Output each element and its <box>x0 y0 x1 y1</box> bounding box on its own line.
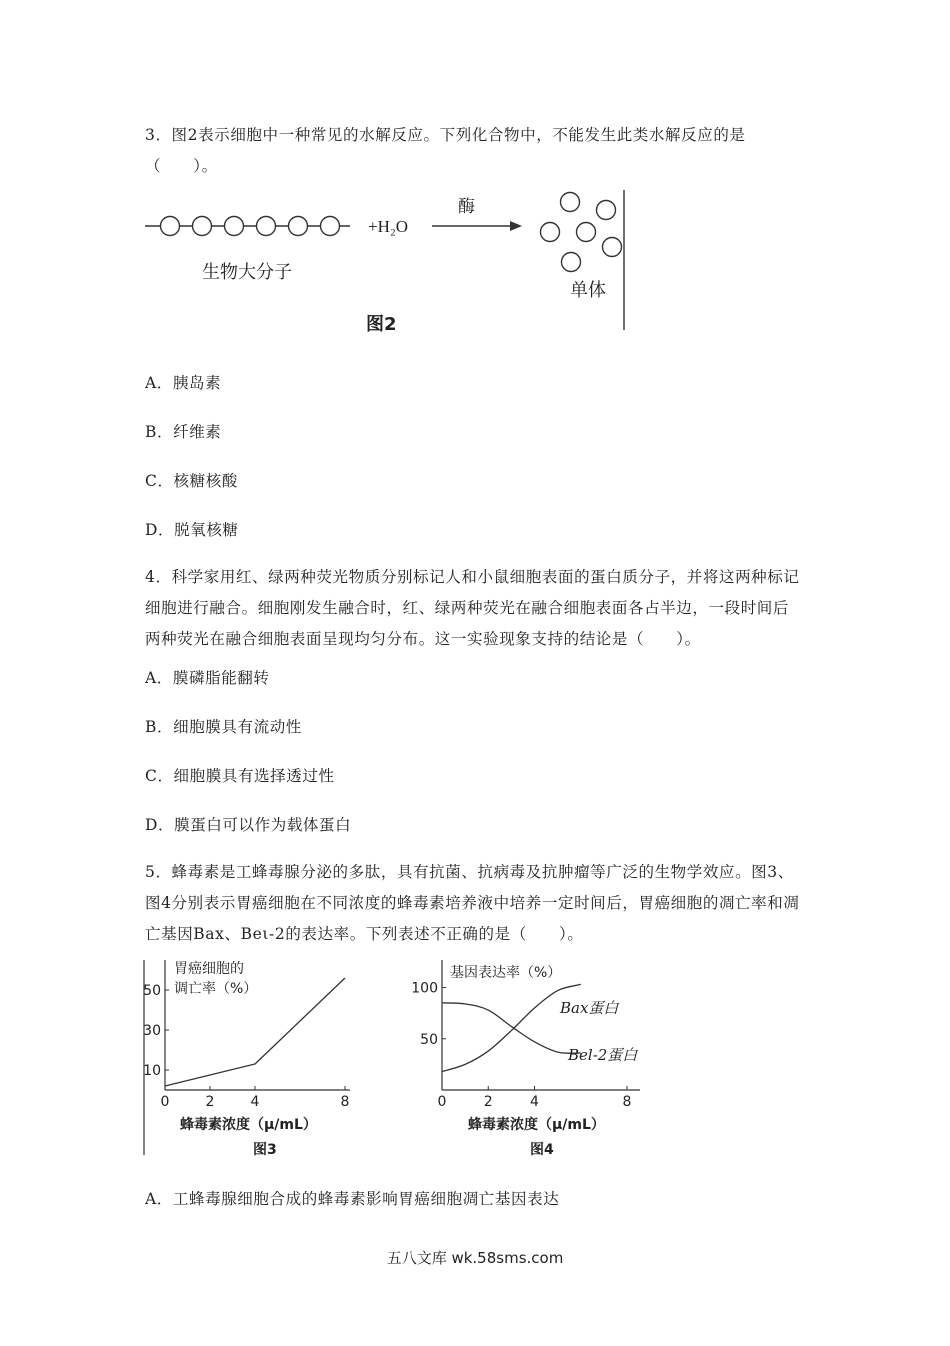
fig3-x-tick-label: 2 <box>205 1094 215 1110</box>
monomer-circle <box>597 201 616 220</box>
q5-option-a: A．工蜂毒腺细胞合成的蜂毒素影响胃癌细胞凋亡基因表达 <box>145 1190 560 1208</box>
q3-option-a: A．胰岛素 <box>145 374 222 392</box>
fig3-x-tick-label: 0 <box>160 1094 170 1110</box>
fig3-y-tick-label: 50 <box>143 983 161 999</box>
q4-option-d: D．膜蛋白可以作为载体蛋白 <box>145 816 352 834</box>
fig4-ylabel: 基因表达率（%） <box>450 965 562 981</box>
monomer-circle <box>561 193 580 212</box>
monomer-circle <box>321 217 340 236</box>
figure-2-hydrolysis-diagram <box>140 190 640 335</box>
fig3-ylabel-line1: 胃癌细胞的 <box>174 961 244 977</box>
monomer-circle <box>225 217 244 236</box>
free-monomers <box>541 193 622 272</box>
enzyme-label: 酶 <box>458 197 475 217</box>
fig3-ylabel-line2: 调亡率（%） <box>174 981 258 997</box>
fig3-xlabel: 蜂毒素浓度（μ/mL） <box>180 1117 317 1133</box>
figure-3-chart <box>140 955 380 1160</box>
fig4-y-tick-label: 50 <box>420 1031 438 1048</box>
figure-4-chart <box>410 955 670 1160</box>
fig3-x-tick-label: 4 <box>250 1094 260 1110</box>
monomer-circle <box>541 223 560 242</box>
monomer-circle <box>161 217 180 236</box>
fig3-y-tick-label: 30 <box>143 1023 161 1039</box>
fig4-x-tick-label: 8 <box>622 1094 632 1110</box>
fig4-caption: 图4 <box>530 1142 554 1158</box>
monomer-circle <box>289 217 308 236</box>
fig3-y-tick-label: 10 <box>143 1063 161 1079</box>
fig4-series-label-1: Bel-2蛋白 <box>568 1046 638 1064</box>
q3-option-d: D．脱氧核糖 <box>145 521 239 539</box>
water-reagent-label: +H₂O <box>368 217 409 236</box>
monomer-label: 单体 <box>570 280 606 301</box>
monomer-circle <box>603 238 622 257</box>
monomer-circle <box>562 253 581 272</box>
q4-option-b: B．细胞膜具有流动性 <box>145 718 302 736</box>
figure-2-caption: 图2 <box>366 314 397 335</box>
q4-option-a: A．膜磷脂能翻转 <box>145 669 270 687</box>
monomer-circle <box>193 217 212 236</box>
fig4-x-tick-label: 0 <box>437 1094 447 1110</box>
fig4-x-tick-label: 2 <box>483 1094 493 1110</box>
fig4-series-line-0 <box>442 984 581 1071</box>
q3-option-c: C．核糖核酸 <box>145 472 238 490</box>
fig4-x-tick-label: 4 <box>530 1094 539 1110</box>
macromolecule-label: 生物大分子 <box>202 262 292 283</box>
q4-option-c: C．细胞膜具有选择透过性 <box>145 767 335 785</box>
reaction-arrowhead <box>510 221 522 231</box>
question-5-stem: 5．蜂毒素是工蜂毒腺分泌的多肽，具有抗菌、抗病毒及抗肿瘤等广泛的生物学效应。图3、图4分别表示胃癌细胞在不同浓度的蜂毒素培养液中培养一定时间后，胃癌细胞的凋亡率和凋亡基因Bax、Beι-2的表达率。下列表述不正确的是（ ）。 <box>145 863 800 943</box>
question-4-stem: 4．科学家用红、绿两种荧光物质分别标记人和小鼠细胞表面的蛋白质分子，并将这两种标记细胞进行融合。细胞刚发生融合时，红、绿两种荧光在融合细胞表面各占半边，一段时间后两种荧光在融合细胞表面呈现均匀分布。这一实验现象支持的结论是（ ）。 <box>145 568 800 648</box>
footer-watermark: 五八文库 wk.58sms.com <box>386 1249 564 1267</box>
fig3-x-tick-label: 8 <box>340 1094 350 1110</box>
q3-option-b: B．纤维素 <box>145 423 222 441</box>
monomer-circle <box>577 223 596 242</box>
fig3-caption: 图3 <box>253 1142 277 1158</box>
fig4-y-tick-label: 100 <box>411 980 438 997</box>
monomer-circle <box>257 217 276 236</box>
question-3-stem: 3．图2表示细胞中一种常见的水解反应。下列化合物中，不能发生此类水解反应的是（ ）。 <box>145 126 746 175</box>
fig4-xlabel: 蜂毒素浓度（μ/mL） <box>468 1117 605 1133</box>
fig4-series-label-0: Bax蛋白 <box>560 999 619 1017</box>
